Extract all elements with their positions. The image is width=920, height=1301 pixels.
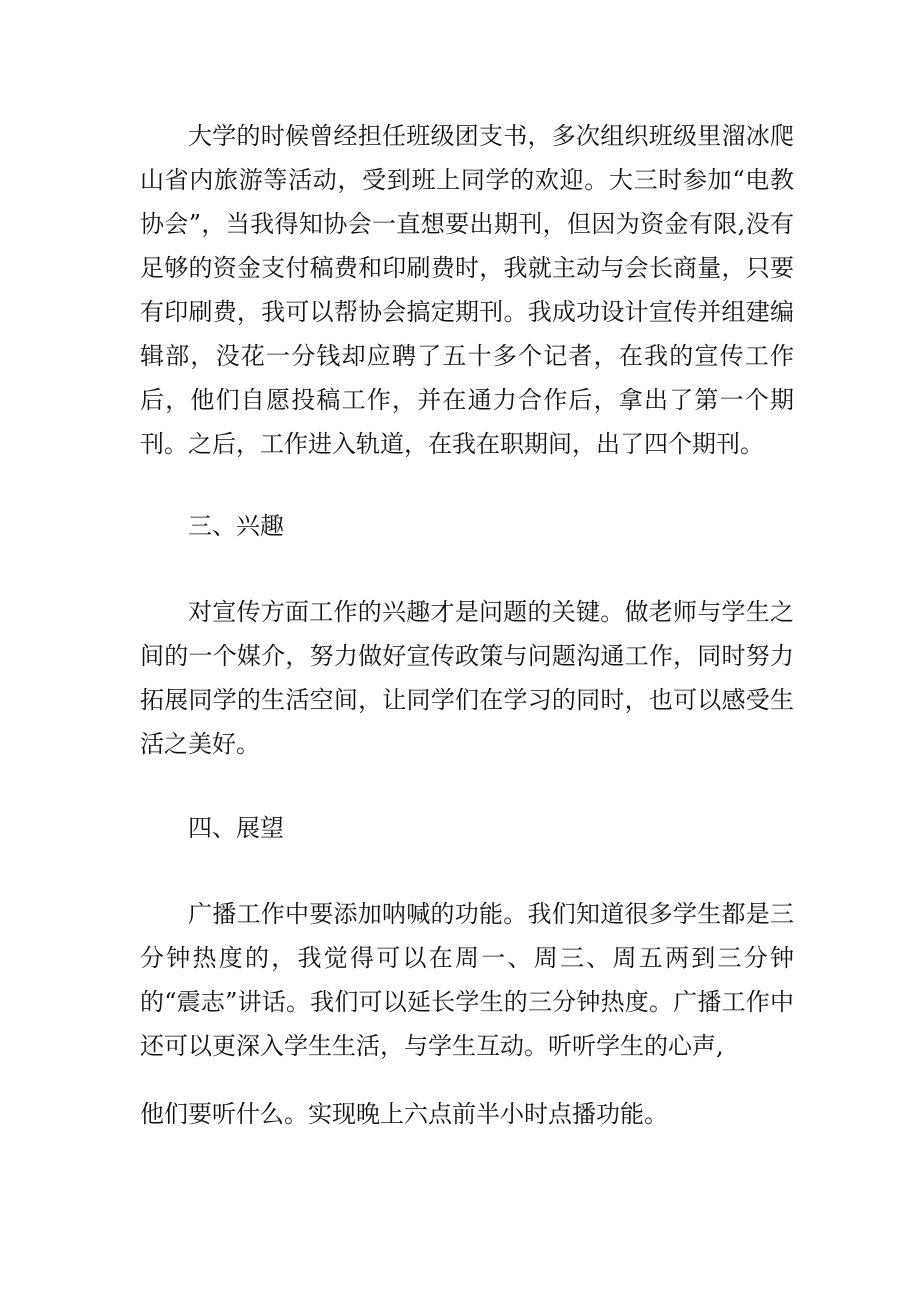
paragraph-interest: 对宣传方面工作的兴趣才是问题的关键。做老师与学生之间的一个媒介，努力做好宣传政策与问题沟通工作，同时努力拓展同学的生活空间，让同学们在学习的同时，也可以感受生活之美好。 [140, 598, 794, 758]
paragraph-outlook-continued: 他们要听什么。实现晚上六点前半小时点播功能。 [140, 1100, 668, 1128]
paragraph-experience: 大学的时候曾经担任班级团支书，多次组织班级里溜冰爬山省内旅游等活动，受到班上同学的欢迎。大三时参加“电教协会”，当我得知协会一直想要出期刊，但因为资金有限,没有足够的资金支付稿费和印刷费时，我就主动与会长商量，只要有印刷费，我可以帮协会搞定期刊。我成功设计宣传并组建编辑部，没花一分钱却应聘了五十多个记者，在我的宣传工作后，他们自愿投稿工作，并在通力合作后，拿出了第一个期刊。之后，工作进入轨道，在我在职期间，出了四个期刊。 [140, 122, 794, 458]
paragraph-outlook: 广播工作中要添加呐喊的功能。我们知道很多学生都是三分钟热度的，我觉得可以在周一、周三、周五两到三分钟的“震志”讲话。我们可以延长学生的三分钟热度。广播工作中还可以更深入学生生活，与学生互动。听听学生的心声, [140, 900, 794, 1060]
section-heading-outlook: 四、展望 [188, 814, 284, 842]
section-heading-interest: 三、兴趣 [188, 512, 284, 540]
